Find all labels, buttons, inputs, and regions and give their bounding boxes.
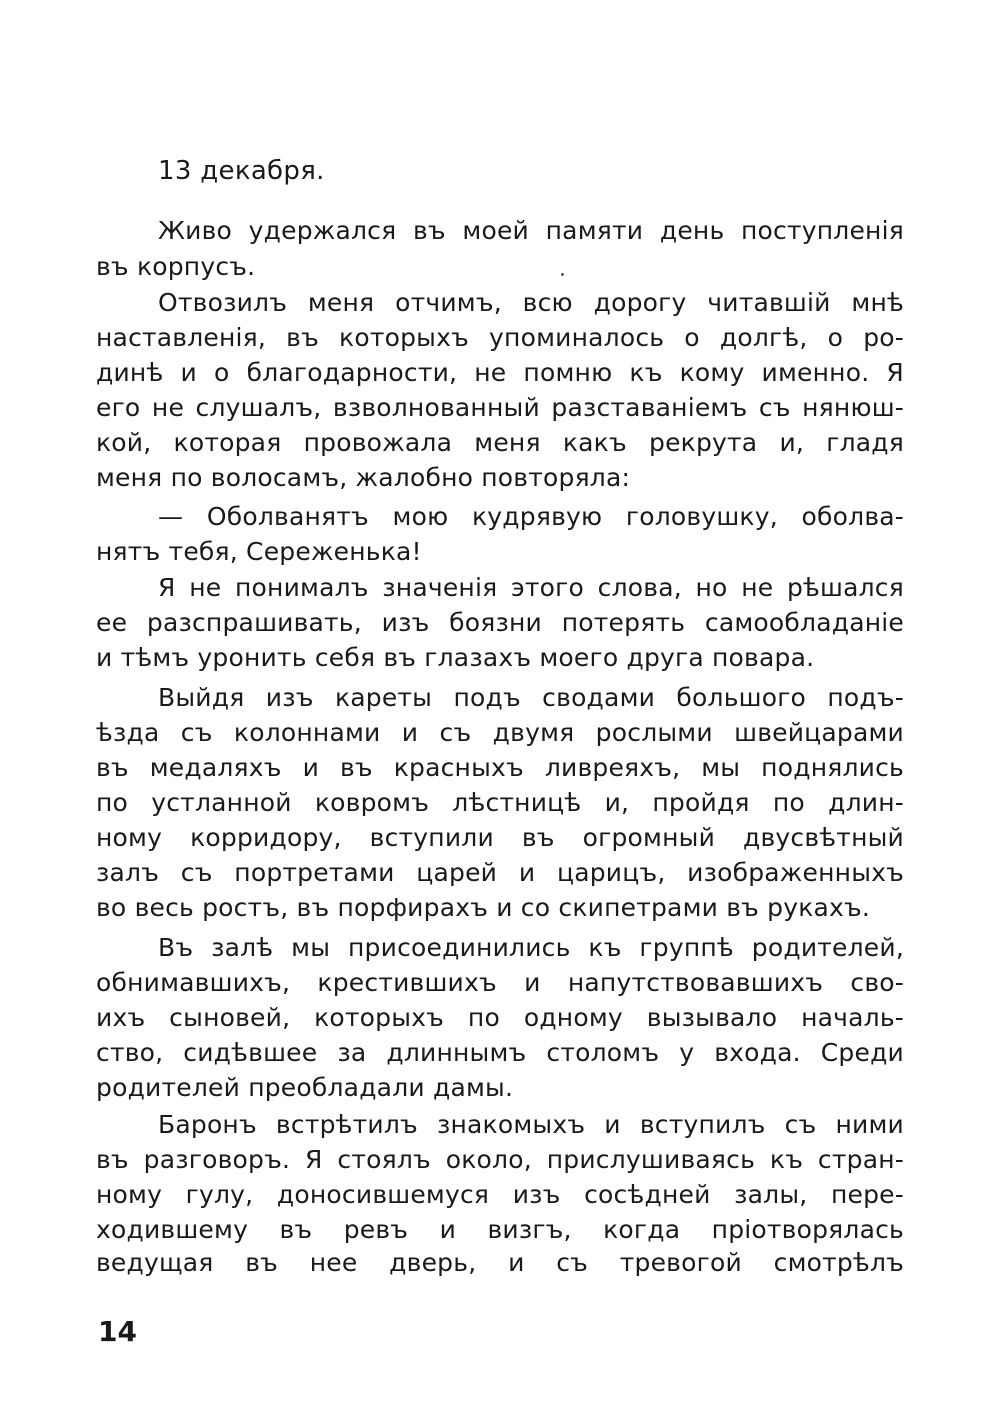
text-line: родителей преобладали дамы.: [96, 1073, 514, 1102]
text-line: кой, которая провожала меня какъ рекрута и, гладя: [96, 428, 904, 457]
text-line: его не слушалъ, взволнованный разставаніемъ съ нянюш-: [96, 393, 904, 422]
text-line: ство, сидѣвшее за длиннымъ столомъ у входа. Среди: [96, 1038, 904, 1067]
text-line: обнимавшихъ, крестившихъ и напутствовавшихъ сво-: [96, 968, 904, 997]
text-line: въ медаляхъ и въ красныхъ ливреяхъ, мы поднялись: [96, 753, 904, 782]
text-line: наставленія, въ которыхъ упоминалось о долгѣ, о ро-: [96, 323, 904, 352]
text-line: ному корридору, вступили въ огромный двусвѣтный: [96, 823, 904, 852]
text-line: — Оболванятъ мою кудрявую головушку, оболва-: [158, 502, 904, 531]
text-line: по устланной ковромъ лѣстницѣ и, пройдя по длин-: [96, 788, 904, 817]
text-line: залъ съ портретами царей и царицъ, изображенныхъ: [96, 858, 904, 887]
text-line: ходившему въ ревъ и визгъ, когда пріотворялась: [96, 1215, 904, 1244]
text-line: нятъ тебя, Сереженька!: [96, 537, 422, 566]
text-line: и тѣмъ уронить себя въ глазахъ моего друга повара.: [96, 643, 815, 672]
text-line: ѣзда съ колоннами и съ двумя рослыми швейцарами: [96, 718, 904, 747]
text-line: ному гулу, доносившемуся изъ сосѣдней залы, пере-: [96, 1180, 904, 1209]
text-line: ее разспрашивать, изъ боязни потерять самообладаніе: [96, 608, 904, 637]
text-line: во весь ростъ, въ порфирахъ и со скипетрами въ рукахъ.: [96, 893, 871, 922]
text-line: Баронъ встрѣтилъ знакомыхъ и вступилъ съ ними: [158, 1110, 904, 1139]
entry-date-heading: 13 декабря.: [158, 156, 325, 186]
text-line: Я не понималъ значенія этого слова, но не рѣшался: [158, 573, 904, 602]
text-line: въ разговоръ. Я стоялъ около, прислушиваясь къ стран-: [96, 1145, 904, 1174]
text-line: ведущая въ нее дверь, и съ тревогой смотрѣлъ: [96, 1248, 904, 1277]
text-line: динѣ и о благодарности, не помню къ кому именно. Я: [96, 358, 904, 387]
text-line: Отвозилъ меня отчимъ, всю дорогу читавшій мнѣ: [158, 288, 904, 317]
text-line: въ корпусъ.: [96, 252, 256, 281]
text-line: Въ залѣ мы присоединились къ группѣ родителей,: [158, 933, 904, 962]
text-line: Живо удержался въ моей памяти день поступленія: [158, 216, 904, 245]
print-speck: [561, 273, 564, 276]
text-line: Выйдя изъ кареты подъ сводами большого подъ-: [158, 683, 904, 712]
text-line: ихъ сыновей, которыхъ по одному вызывало началь-: [96, 1003, 904, 1032]
text-line: меня по волосамъ, жалобно повторяла:: [96, 463, 631, 492]
page-number: 14: [98, 1315, 137, 1348]
